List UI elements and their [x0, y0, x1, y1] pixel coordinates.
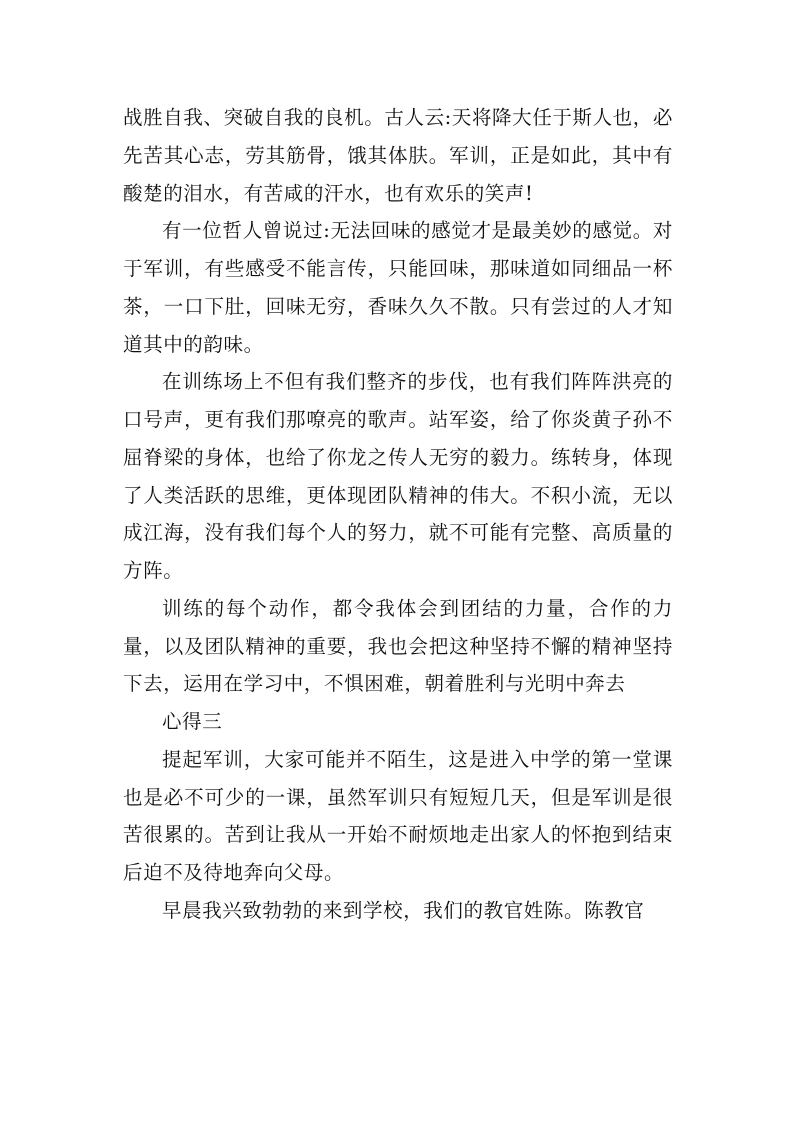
paragraph-6: 早晨我兴致勃勃的来到学校，我们的教官姓陈。陈教官	[162, 898, 645, 922]
paragraph-3: 在训练场上不但有我们整齐的步伐，也有我们阵阵洪亮的口号声，更有我们那嘹亮的歌声。站军姿，给了你炎黄子孙不屈脊梁的身体，也给了你龙之传人无穷的毅力。练转身，体现了人类活跃的思维，更体现团队精神的伟大。不积小流，无以成江海，没有我们每个人的努力，就不可能有完整、高质量的方阵。	[123, 370, 673, 582]
paragraph-5: 提起军训，大家可能并不陌生，这是进入中学的第一堂课也是必不可少的一课，虽然军训只有短短几天，但是军训是很苦很累的。苦到让我从一开始不耐烦地走出家人的怀抱到结束后迫不及待地奔向父母。	[123, 747, 673, 884]
paragraph-1: 战胜自我、突破自我的良机。古人云:天将降大任于斯人也，必先苦其心志，劳其筋骨，饿其体肤。军训，正是如此，其中有酸楚的泪水，有苦咸的汗水，也有欢乐的笑声!	[123, 106, 673, 205]
section-heading: 心得三	[162, 710, 223, 733]
paragraph-2: 有一位哲人曾说过:无法回味的感觉才是最美妙的感觉。对于军训，有些感受不能言传，只能回味，那味道如同细品一杯茶，一口下肚，回味无穷，香味久久不散。只有尝过的人才知道其中的韵味。	[123, 219, 673, 356]
paragraph-4: 训练的每个动作，都令我体会到团结的力量，合作的力量，以及团队精神的重要，我也会把这种坚持不懈的精神坚持下去，运用在学习中，不惧困难，朝着胜利与光明中奔去	[123, 596, 673, 696]
document-body	[123, 99, 673, 930]
